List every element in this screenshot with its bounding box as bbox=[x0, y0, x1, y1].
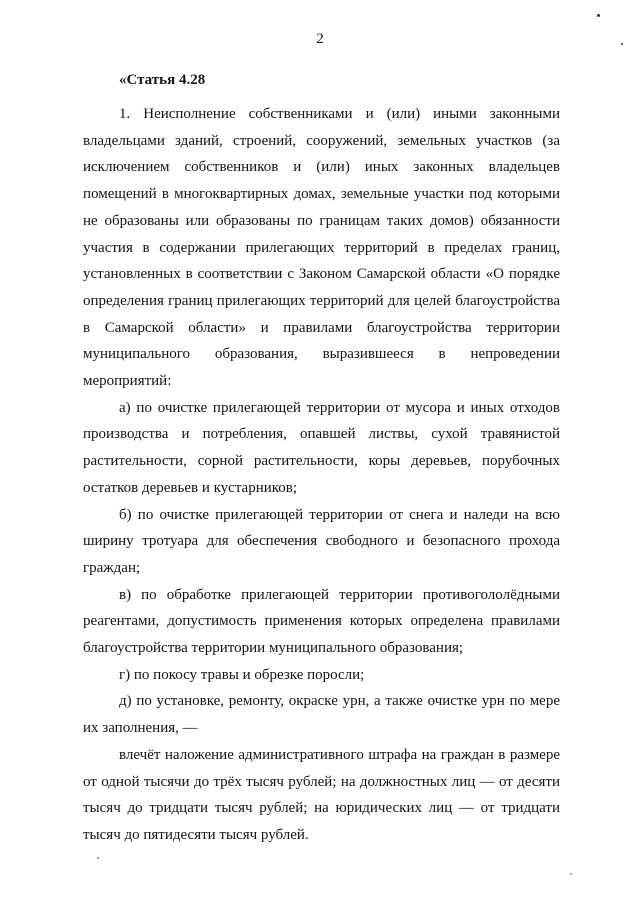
scan-speck bbox=[97, 857, 99, 859]
paragraph-e: д) по установке, ремонту, окраске урн, а также очистке урн по мере их заполнения, — bbox=[83, 693, 560, 737]
paragraph-1: 1. Неисполнение собственниками и (или) иными законными владельцами зданий, строений, сооружений, земельных участков (за исключением собственников и (или) иных законных владельцев помещений в многоквартирных домах, земельные участки под которыми не образованы или образованы по границам таких домов) обязанности участия в содержании прилегающих территорий в пределах границ, установленных в соответствии с Законом Самарской области «О порядке определения границ прилегающих территорий для целей благоустройства в Самарской области» и правилами благоустройства территории муниципального образования, выразившееся в непроведении мероприятий: bbox=[83, 106, 560, 390]
scan-speck bbox=[621, 43, 623, 45]
paragraph-a: а) по очистке прилегающей территории от мусора и иных отходов производства и потребления, опавшей листвы, сухой травянистой растительности, сорной растительности, коры деревьев, порубочных остатков деревьев и кустарников; bbox=[83, 399, 560, 496]
paragraph-b: б) по очистке прилегающей территории от снега и наледи на всю ширину тротуара для обеспечения свободного и безопасного прохода граждан; bbox=[83, 506, 560, 576]
page-number: 2 bbox=[316, 31, 324, 47]
article-title: «Статья 4.28 bbox=[119, 72, 206, 88]
paragraph-d: г) по покосу травы и обрезке поросли; bbox=[119, 666, 365, 683]
paragraph-c: в) по обработке прилегающей территории противогололёдными реагентами, допустимость применения которых определена правилами благоустройства территории муниципального образования; bbox=[83, 586, 560, 657]
scan-speck bbox=[597, 14, 600, 17]
article-body bbox=[83, 101, 560, 849]
scan-speck bbox=[570, 873, 572, 875]
paragraph-penalty: влечёт наложение административного штрафа на граждан в размере от одной тысячи до трёх тысяч рублей; на должностных лиц — от десяти тысяч до тридцати тысяч рублей; на юридических лиц — от тридцати тысяч до пятидесяти тысяч рублей. bbox=[83, 746, 560, 843]
